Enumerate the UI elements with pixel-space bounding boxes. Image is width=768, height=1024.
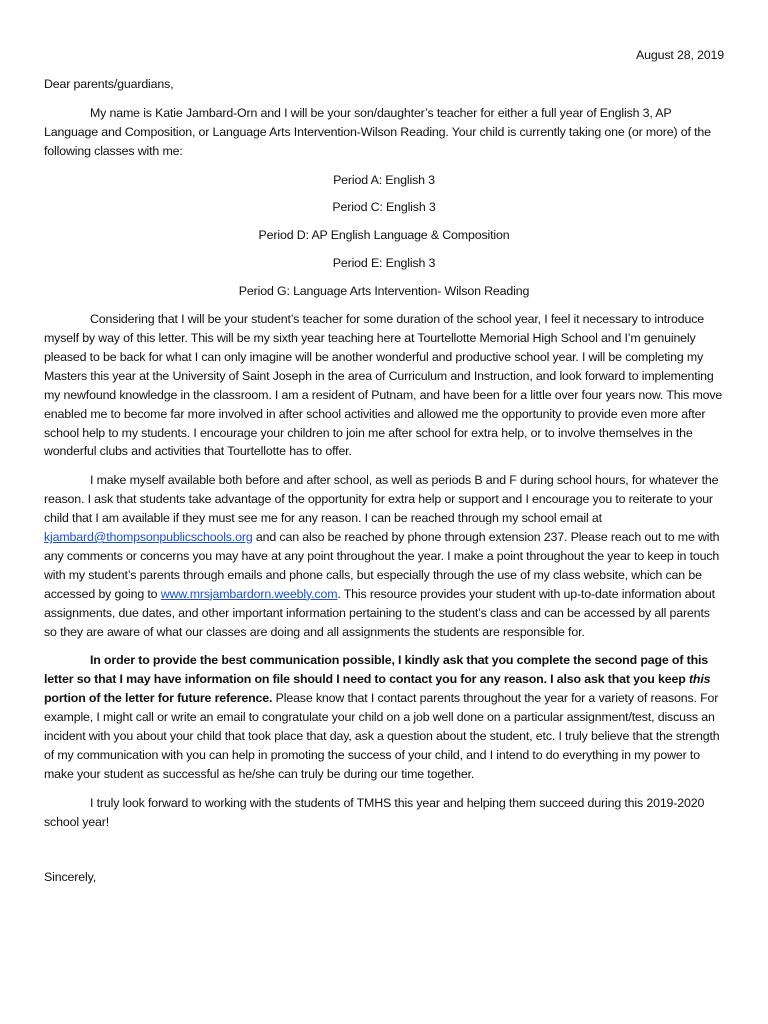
introduction-paragraph: Considering that I will be your student’s teacher for some duration of the school year, I feel it necessary to introduce myself by way of this letter. This will be my sixth year teaching here at Tourtellotte Memorial High School and I’m genuinely pleased to be back for what I can only imagine will be another wonderful and productive school year. I will be completing my Masters this year at the University of Saint Joseph in the area of Curriculum and Instruction, and look forward to implementing my newfound knowledge in the classroom. I am a resident of Putnam, and have been for a little over four years now. This move enabled me to become far more involved in after school activities and allowed me the opportunity to provide even more after school help to my students. I encourage your children to join me after school for extra help, or to involve themselves in the wonderful clubs and activities that Tourtellotte has to offer. xyxy=(44,312,723,459)
communication-bold-italic: this xyxy=(688,672,711,687)
period-item: Period G: Language Arts Intervention- Wilson Reading xyxy=(238,284,530,299)
email-link[interactable]: kjambard@thompsonpublicschools.org xyxy=(44,530,253,545)
period-list xyxy=(44,171,724,302)
communication-paragraph xyxy=(44,651,724,783)
period-item: Period C: English 3 xyxy=(332,200,436,215)
website-link[interactable]: www.mrsjambardorn.weebly.com xyxy=(160,586,338,601)
salutation: Dear parents/guardians, xyxy=(44,76,174,91)
intro-paragraph: My name is Katie Jambard-Orn and I will be your son/daughter’s teacher for either a full year of English 3, AP Language and Composition, or Language Arts Intervention-Wilson Reading. Your child is currently taking one (or more) of the following classes with me: xyxy=(44,105,711,158)
period-item: Period D: AP English Language & Composition xyxy=(258,228,510,243)
availability-paragraph xyxy=(44,471,724,641)
communication-bold-a: In order to provide the best communication possible, I kindly ask that you complete the second page of this letter so that I may have information on file should I need to contact you for any reason. I also ask that you keep xyxy=(44,653,709,687)
letter-date: August 28, 2019 xyxy=(636,48,724,62)
sign-off: Sincerely, xyxy=(44,869,96,884)
letter-page xyxy=(44,46,724,887)
communication-text: Please know that I contact parents throughout the year for a variety of reasons. For example, I might call or write an email to congratulate your child on a job well done on a particular assignment/test, discuss an incident with you about your child that took place that day, ask a question about the student, etc. I truly believe that the strength of my communication with you can help in promoting the success of your child, and I intend to do everything in my power to make your student as successful as he/she can truly be during our time together. xyxy=(44,691,720,781)
availability-text-c: . This resource provides your student with up-to-date information about assignments, due dates, and other important information pertaining to the student’s class and can be accessed by all parents so they are aware of what our classes are doing and all assignments the students are responsible for. xyxy=(44,586,715,639)
closing-paragraph: I truly look forward to working with the students of TMHS this year and helping them succeed during this 2019-2020 school year! xyxy=(44,795,705,829)
availability-text-a: I make myself available both before and after school, as well as periods B and F during school hours, for whatever the reason. I ask that students take advantage of the opportunity for extra help or support and I encourage you to reiterate to your child that I am available if they must see me for any reason. I can be reached through my school email at xyxy=(44,473,719,526)
availability-text-b: and can also be reached by phone through extension 237. Please reach out to me with any comments or concerns you may have at any point throughout the year. I make a point throughout the year to keep in touch with my student’s parents through emails and phone calls, but especially through the use of my class website, which can be accessed by going to xyxy=(44,530,720,601)
period-item: Period A: English 3 xyxy=(333,172,435,187)
communication-bold-b: portion of the letter for future reference. xyxy=(44,691,273,706)
period-item: Period E: English 3 xyxy=(332,256,436,271)
